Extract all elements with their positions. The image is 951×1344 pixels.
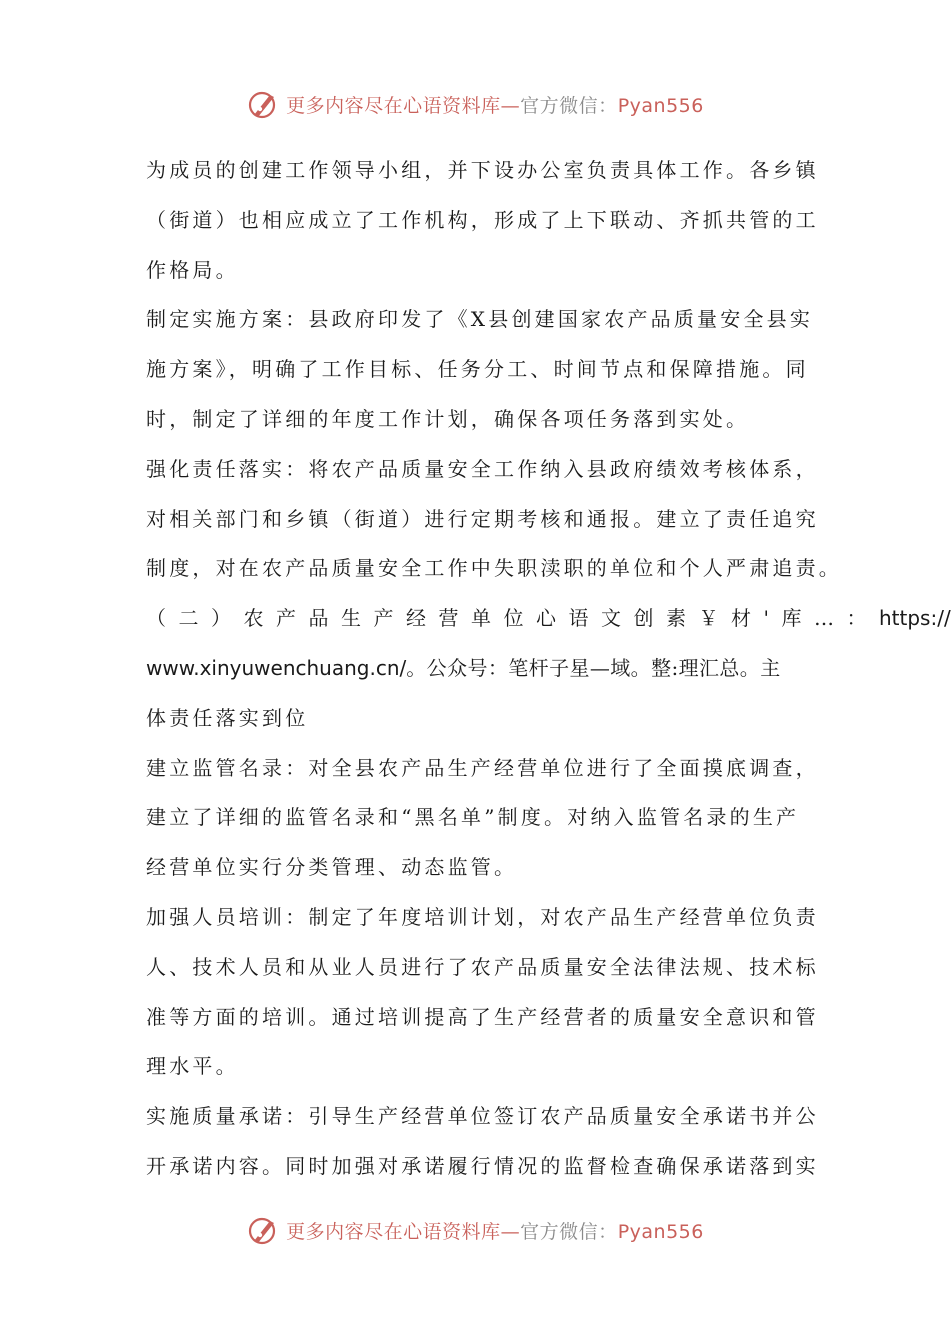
- footer-watermark-banner: [0, 1210, 950, 1250]
- text-line-19: 理水平。: [146, 1054, 239, 1079]
- text-line-11: [146, 644, 806, 694]
- text-line-1: 为成员的创建工作领导小组，并下设办公室负责具体工作。各乡镇: [146, 158, 819, 182]
- text-line-3: 作格局。: [146, 257, 239, 282]
- text-line-12: 体责任落实到位: [146, 705, 309, 730]
- text-line-2: （街道）也相应成立了工作机构，形成了上下联动、齐抓共管的工: [146, 207, 819, 232]
- banner-site-name: 更多内容尽在心语资料库: [286, 1220, 501, 1243]
- text-line-7: 强化责任落实：将农产品质量安全工作纳入县政府绩效考核体系，: [146, 456, 819, 481]
- banner-wechat-id: Pyan556: [617, 1220, 704, 1243]
- pen-nib-circle-icon: [246, 87, 280, 121]
- text-line-10: [146, 594, 951, 644]
- banner-wechat-label: 官方微信：: [520, 94, 618, 117]
- url-text: www.xinyuwenchuang.cn/: [146, 655, 407, 680]
- banner-dash: —: [500, 94, 521, 117]
- banner-text: [286, 1217, 704, 1244]
- text-line-16: 加强人员培训：制定了年度培训计划，对农产品生产经营单位负责: [146, 904, 819, 929]
- url-line-rest: 。公众号：笔杆子星—域。整:理汇总。主: [406, 655, 781, 680]
- text-line-20: 实施质量承诺：引导生产经营单位签订农产品质量安全承诺书并公: [146, 1104, 819, 1129]
- document-body: [146, 146, 951, 1192]
- banner-site-name: 更多内容尽在心语资料库: [286, 94, 501, 117]
- text-line-5: 施方案》，明确了工作目标、任务分工、时间节点和保障措施。同: [146, 357, 809, 382]
- banner-wechat-label: 官方微信：: [520, 1220, 618, 1243]
- text-line-9: 制度，对在农产品质量安全工作中失职渎职的单位和个人严肃追责。: [146, 556, 842, 581]
- text-line-13: 建立监管名录：对全县农产品生产经营单位进行了全面摸底调查，: [146, 755, 819, 780]
- banner-dash: —: [500, 1220, 521, 1243]
- banner-text: [286, 91, 704, 118]
- text-line-14: 建立了详细的监管名录和“黑名单”制度。对纳入监管名录的生产: [146, 805, 800, 830]
- text-line-8: 对相关部门和乡镇（街道）进行定期考核和通报。建立了责任追究: [146, 506, 819, 531]
- section-heading-fragment: （二）农产品生产经营单位心语文创素￥材'库…：: [146, 606, 879, 631]
- banner-wechat-id: Pyan556: [617, 94, 704, 117]
- pen-nib-circle-icon: [246, 1213, 280, 1247]
- text-line-21: 开承诺内容。同时加强对承诺履行情况的监督检查确保承诺落到实: [146, 1153, 819, 1178]
- header-watermark-banner: [0, 84, 950, 124]
- text-line-18: 准等方面的培训。通过培训提高了生产经营者的质量安全意识和管: [146, 1004, 819, 1029]
- text-line-17: 人、技术人员和从业人员进行了农产品质量安全法律法规、技术标: [146, 954, 819, 979]
- text-line-4: 制定实施方案：县政府印发了《X县创建国家农产品质量安全县实: [146, 307, 814, 332]
- text-line-6: 时，制定了详细的年度工作计划，确保各项任务落到实处。: [146, 406, 750, 431]
- text-line-15: 经营单位实行分类管理、动态监管。: [146, 855, 518, 880]
- url-start: https://: [879, 606, 951, 631]
